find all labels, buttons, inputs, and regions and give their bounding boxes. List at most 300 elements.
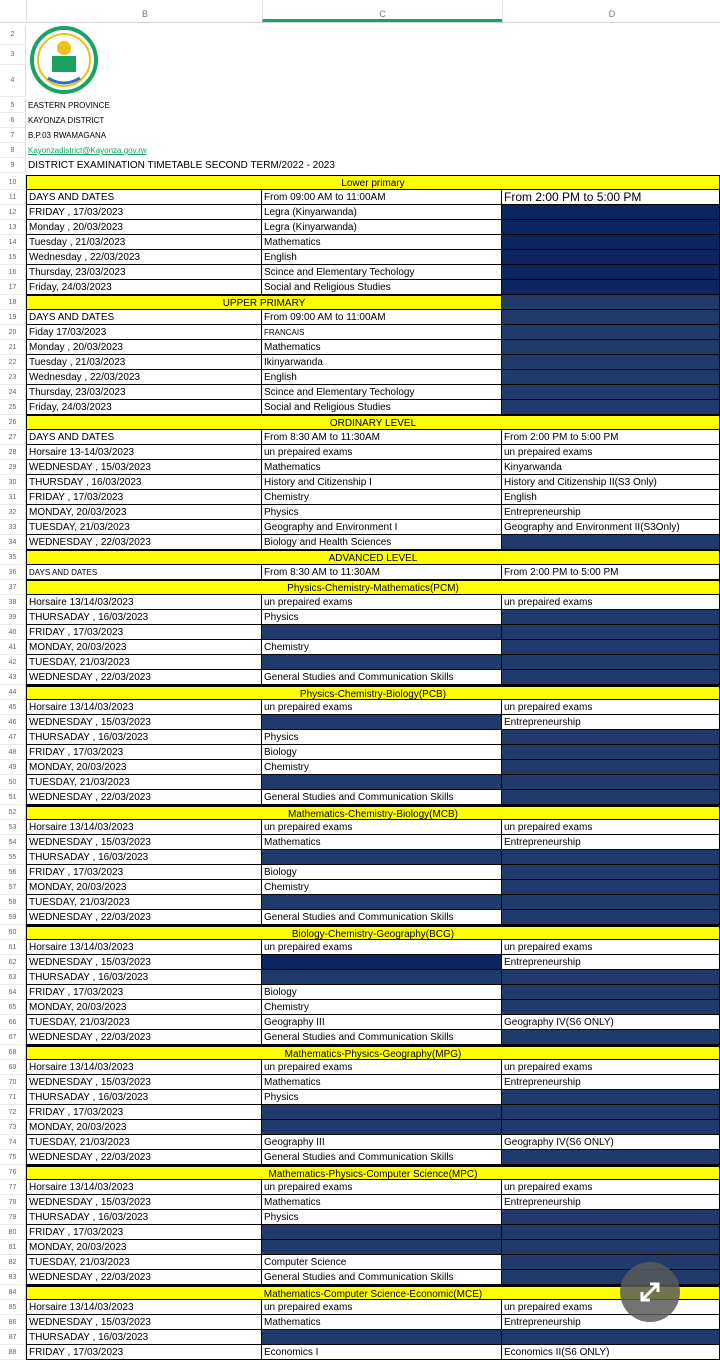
- cell-morning[interactable]: Economics I: [262, 1345, 502, 1360]
- row-number[interactable]: 3: [0, 45, 26, 65]
- cell-date[interactable]: Tuesday , 21/03/2023: [26, 235, 262, 250]
- section-banner[interactable]: ADVANCED LEVEL: [26, 550, 720, 565]
- row-number[interactable]: 7: [0, 128, 26, 143]
- row-number[interactable]: 49: [0, 760, 26, 775]
- cell-afternoon[interactable]: un prepaired exams: [502, 445, 720, 460]
- cell-morning[interactable]: General Studies and Communication Skills: [262, 1030, 502, 1045]
- cell-morning[interactable]: un prepaired exams: [262, 1300, 502, 1315]
- cell-morning[interactable]: Mathematics: [262, 1315, 502, 1330]
- cell-morning[interactable]: Biology: [262, 865, 502, 880]
- cell-date[interactable]: WEDNESDAY , 15/03/2023: [26, 835, 262, 850]
- cell-date[interactable]: Monday , 20/03/2023: [26, 340, 262, 355]
- cell-afternoon[interactable]: [502, 355, 720, 370]
- cell-date[interactable]: TUESDAY, 21/03/2023: [26, 1255, 262, 1270]
- cell-date[interactable]: MONDAY, 20/03/2023: [26, 1240, 262, 1255]
- cell-morning[interactable]: [262, 1105, 502, 1120]
- row-number[interactable]: 52: [0, 805, 26, 820]
- cell-afternoon[interactable]: [502, 625, 720, 640]
- cell-afternoon[interactable]: un prepaired exams: [502, 940, 720, 955]
- cell-date[interactable]: THURSADAY , 16/03/2023: [26, 1090, 262, 1105]
- cell-morning[interactable]: Geography III: [262, 1015, 502, 1030]
- cell-morning[interactable]: [262, 1120, 502, 1135]
- cell-morning[interactable]: Physics: [262, 505, 502, 520]
- cell-date[interactable]: Horsaire 13/14/03/2023: [26, 940, 262, 955]
- cell-afternoon[interactable]: Entrepreneurship: [502, 835, 720, 850]
- row-number[interactable]: 59: [0, 910, 26, 925]
- cell-morning[interactable]: Legra (Kinyarwanda): [262, 220, 502, 235]
- row-number[interactable]: 36: [0, 565, 26, 580]
- row-number[interactable]: 12: [0, 205, 26, 220]
- row-number[interactable]: 64: [0, 985, 26, 1000]
- cell-date[interactable]: FRIDAY , 17/03/2023: [26, 865, 262, 880]
- cell-morning[interactable]: un prepaired exams: [262, 1060, 502, 1075]
- cell-date[interactable]: TUESDAY, 21/03/2023: [26, 775, 262, 790]
- cell-date[interactable]: Friday, 24/03/2023: [26, 280, 262, 295]
- cell-morning[interactable]: Biology: [262, 985, 502, 1000]
- province-label[interactable]: EASTERN PROVINCE: [28, 101, 110, 110]
- cell-afternoon[interactable]: Geography and Environment II(S3Only): [502, 520, 720, 535]
- cell-morning[interactable]: Scince and Elementary Techology: [262, 265, 502, 280]
- cell-morning[interactable]: General Studies and Communication Skills: [262, 670, 502, 685]
- cell-morning[interactable]: un prepaired exams: [262, 700, 502, 715]
- cell-afternoon[interactable]: [502, 250, 720, 265]
- cell-afternoon[interactable]: [502, 340, 720, 355]
- row-number[interactable]: 29: [0, 460, 26, 475]
- row-number[interactable]: 62: [0, 955, 26, 970]
- cell-afternoon[interactable]: [502, 865, 720, 880]
- cell-afternoon[interactable]: English: [502, 490, 720, 505]
- row-number[interactable]: 88: [0, 1345, 26, 1360]
- cell-afternoon[interactable]: un prepaired exams: [502, 595, 720, 610]
- row-number[interactable]: 18: [0, 295, 26, 310]
- cell-afternoon[interactable]: [502, 1105, 720, 1120]
- cell-morning[interactable]: Scince and Elementary Techology: [262, 385, 502, 400]
- cell-afternoon[interactable]: [502, 895, 720, 910]
- cell-date[interactable]: TUESDAY, 21/03/2023: [26, 520, 262, 535]
- cell-morning[interactable]: Chemistry: [262, 1000, 502, 1015]
- row-number[interactable]: 32: [0, 505, 26, 520]
- cell-afternoon[interactable]: [502, 640, 720, 655]
- cell-morning[interactable]: un prepaired exams: [262, 820, 502, 835]
- cell-afternoon[interactable]: [502, 910, 720, 925]
- cell-date[interactable]: Horsaire 13/14/03/2023: [26, 1060, 262, 1075]
- column-header-d[interactable]: D: [502, 0, 720, 22]
- cell-afternoon[interactable]: Economics II(S6 ONLY): [502, 1345, 720, 1360]
- cell-morning[interactable]: Social and Religious Studies: [262, 400, 502, 415]
- row-number[interactable]: 86: [0, 1315, 26, 1330]
- row-number[interactable]: 22: [0, 355, 26, 370]
- cell-afternoon[interactable]: [502, 670, 720, 685]
- cell-afternoon[interactable]: [502, 400, 720, 415]
- cell-afternoon[interactable]: Entrepreneurship: [502, 1195, 720, 1210]
- cell-date[interactable]: WEDNESDAY , 22/03/2023: [26, 1030, 262, 1045]
- cell-date[interactable]: Wednesday , 22/03/2023: [26, 370, 262, 385]
- cell-afternoon[interactable]: [502, 1000, 720, 1015]
- cell-date[interactable]: MONDAY, 20/03/2023: [26, 1120, 262, 1135]
- cell-morning[interactable]: Mathematics: [262, 460, 502, 475]
- row-number[interactable]: 35: [0, 550, 26, 565]
- cell-morning[interactable]: Geography III: [262, 1135, 502, 1150]
- cell-date[interactable]: WEDNESDAY , 15/03/2023: [26, 715, 262, 730]
- cell-morning[interactable]: [262, 895, 502, 910]
- cell-morning[interactable]: un prepaired exams: [262, 1180, 502, 1195]
- section-banner[interactable]: Mathematics-Computer Science-Economic(MCE): [26, 1285, 720, 1300]
- cell-afternoon[interactable]: [502, 760, 720, 775]
- cell-date[interactable]: THURSADAY , 16/03/2023: [26, 730, 262, 745]
- section-banner[interactable]: Physics-Chemistry-Biology(PCB): [26, 685, 720, 700]
- row-number[interactable]: 69: [0, 1060, 26, 1075]
- cell-morning[interactable]: General Studies and Communication Skills: [262, 790, 502, 805]
- district-label[interactable]: KAYONZA DISTRICT: [28, 116, 105, 125]
- cell-morning[interactable]: General Studies and Communication Skills: [262, 910, 502, 925]
- cell-morning[interactable]: From 09:00 AM to 11:00AM: [262, 310, 502, 325]
- section-banner[interactable]: Mathematics-Physics-Computer Science(MPC): [26, 1165, 720, 1180]
- row-number[interactable]: 15: [0, 250, 26, 265]
- column-header-c[interactable]: C: [262, 0, 502, 22]
- cell-date[interactable]: WEDNESDAY , 22/03/2023: [26, 910, 262, 925]
- cell-date[interactable]: DAYS AND DATES: [26, 430, 262, 445]
- row-number[interactable]: 51: [0, 790, 26, 805]
- cell-date[interactable]: MONDAY, 20/03/2023: [26, 640, 262, 655]
- row-number[interactable]: 14: [0, 235, 26, 250]
- cell-date[interactable]: Monday , 20/03/2023: [26, 220, 262, 235]
- cell-morning[interactable]: Physics: [262, 730, 502, 745]
- cell-date[interactable]: FRIDAY , 17/03/2023: [26, 205, 262, 220]
- cell-date[interactable]: FRIDAY , 17/03/2023: [26, 1225, 262, 1240]
- cell-afternoon[interactable]: [502, 205, 720, 220]
- cell-date[interactable]: WEDNESDAY , 22/03/2023: [26, 1150, 262, 1165]
- cell-afternoon[interactable]: Kinyarwanda: [502, 460, 720, 475]
- row-number[interactable]: 79: [0, 1210, 26, 1225]
- cell-date[interactable]: THURSADAY , 16/03/2023: [26, 970, 262, 985]
- cell-date[interactable]: THURSADAY , 16/03/2023: [26, 610, 262, 625]
- cell-morning[interactable]: General Studies and Communication Skills: [262, 1150, 502, 1165]
- cell-afternoon[interactable]: [502, 1270, 720, 1285]
- row-number[interactable]: 25: [0, 400, 26, 415]
- row-number[interactable]: 71: [0, 1090, 26, 1105]
- cell-afternoon[interactable]: un prepaired exams: [502, 700, 720, 715]
- row-number[interactable]: 13: [0, 220, 26, 235]
- cell-date[interactable]: TUESDAY, 21/03/2023: [26, 655, 262, 670]
- cell-morning[interactable]: [262, 970, 502, 985]
- row-number[interactable]: 85: [0, 1300, 26, 1315]
- cell-date[interactable]: Thursday, 23/03/2023: [26, 265, 262, 280]
- row-number[interactable]: 20: [0, 325, 26, 340]
- cell-date[interactable]: MONDAY, 20/03/2023: [26, 1000, 262, 1015]
- cell-afternoon[interactable]: [502, 970, 720, 985]
- cell-afternoon[interactable]: [502, 1090, 720, 1105]
- cell-morning[interactable]: Physics: [262, 610, 502, 625]
- row-number[interactable]: 82: [0, 1255, 26, 1270]
- row-number[interactable]: 65: [0, 1000, 26, 1015]
- row-number[interactable]: 61: [0, 940, 26, 955]
- cell-date[interactable]: Wednesday , 22/03/2023: [26, 250, 262, 265]
- cell-date[interactable]: DAYS AND DATES: [26, 310, 262, 325]
- cell-morning[interactable]: [262, 715, 502, 730]
- cell-afternoon[interactable]: Entrepreneurship: [502, 955, 720, 970]
- cell-afternoon[interactable]: From 2:00 PM to 5:00 PM: [502, 430, 720, 445]
- cell-afternoon[interactable]: [502, 1030, 720, 1045]
- timetable-title[interactable]: DISTRICT EXAMINATION TIMETABLE SECOND TERM/2022 - 2023: [28, 160, 335, 171]
- row-number[interactable]: 9: [0, 158, 26, 173]
- expand-button[interactable]: [620, 1262, 680, 1322]
- cell-afternoon[interactable]: [502, 1330, 720, 1345]
- cell-date[interactable]: Horsaire 13/14/03/2023: [26, 1300, 262, 1315]
- cell-afternoon[interactable]: [502, 1255, 720, 1270]
- row-number[interactable]: 77: [0, 1180, 26, 1195]
- cell-morning[interactable]: Chemistry: [262, 640, 502, 655]
- row-number[interactable]: 30: [0, 475, 26, 490]
- cell-afternoon[interactable]: [502, 655, 720, 670]
- cell-afternoon[interactable]: [502, 775, 720, 790]
- cell-morning[interactable]: Mathematics: [262, 835, 502, 850]
- row-number[interactable]: 33: [0, 520, 26, 535]
- cell-afternoon[interactable]: Entrepreneurship: [502, 505, 720, 520]
- row-number[interactable]: 5: [0, 98, 26, 113]
- cell-date[interactable]: THURSADAY , 16/03/2023: [26, 1330, 262, 1345]
- row-number[interactable]: 76: [0, 1165, 26, 1180]
- cell-morning[interactable]: Biology: [262, 745, 502, 760]
- cell-morning[interactable]: FRANCAIS: [262, 325, 502, 340]
- row-number[interactable]: 42: [0, 655, 26, 670]
- cell-date[interactable]: WEDNESDAY , 15/03/2023: [26, 1195, 262, 1210]
- row-number[interactable]: 10: [0, 175, 26, 190]
- cell-morning[interactable]: Mathematics: [262, 340, 502, 355]
- cell-date[interactable]: MONDAY, 20/03/2023: [26, 760, 262, 775]
- cell-date[interactable]: WEDNESDAY , 22/03/2023: [26, 535, 262, 550]
- cell-morning[interactable]: Computer Science: [262, 1255, 502, 1270]
- cell-date[interactable]: Horsaire 13/14/03/2023: [26, 1180, 262, 1195]
- cell-afternoon[interactable]: History and Citizenship II(S3 Only): [502, 475, 720, 490]
- cell-date[interactable]: Thursday, 23/03/2023: [26, 385, 262, 400]
- section-banner[interactable]: ORDINARY LEVEL: [26, 415, 720, 430]
- cell-morning[interactable]: [262, 775, 502, 790]
- cell-date[interactable]: FRIDAY , 17/03/2023: [26, 1105, 262, 1120]
- cell-date[interactable]: WEDNESDAY , 15/03/2023: [26, 1315, 262, 1330]
- row-number[interactable]: 48: [0, 745, 26, 760]
- cell-afternoon[interactable]: Geography IV(S6 ONLY): [502, 1135, 720, 1150]
- row-number[interactable]: 38: [0, 595, 26, 610]
- row-number[interactable]: 53: [0, 820, 26, 835]
- cell-date[interactable]: TUESDAY, 21/03/2023: [26, 1015, 262, 1030]
- row-number[interactable]: 37: [0, 580, 26, 595]
- row-number[interactable]: 55: [0, 850, 26, 865]
- cell-date[interactable]: DAYS AND DATES: [26, 190, 262, 205]
- row-number[interactable]: 58: [0, 895, 26, 910]
- row-number[interactable]: 2: [0, 25, 26, 45]
- cell-date[interactable]: Fiday 17/03/2023: [26, 325, 262, 340]
- row-number[interactable]: 11: [0, 190, 26, 205]
- row-number[interactable]: 70: [0, 1075, 26, 1090]
- cell-afternoon[interactable]: [502, 295, 720, 310]
- cell-afternoon[interactable]: un prepaired exams: [502, 1060, 720, 1075]
- cell-afternoon[interactable]: [502, 1150, 720, 1165]
- row-number[interactable]: 73: [0, 1120, 26, 1135]
- row-number[interactable]: 46: [0, 715, 26, 730]
- cell-date[interactable]: Horsaire 13/14/03/2023: [26, 700, 262, 715]
- cell-morning[interactable]: un prepaired exams: [262, 445, 502, 460]
- row-number[interactable]: 28: [0, 445, 26, 460]
- cell-morning[interactable]: [262, 655, 502, 670]
- row-number[interactable]: 66: [0, 1015, 26, 1030]
- email-link[interactable]: Kayonzadistrict@Kayonza.gov.rw: [28, 146, 147, 155]
- cell-afternoon[interactable]: Geography IV(S6 ONLY): [502, 1015, 720, 1030]
- cell-afternoon[interactable]: [502, 880, 720, 895]
- row-number[interactable]: 84: [0, 1285, 26, 1300]
- cell-morning[interactable]: From 8:30 AM to 11:30AM: [262, 565, 502, 580]
- cell-date[interactable]: THURSADAY , 16/03/2023: [26, 1210, 262, 1225]
- cell-date[interactable]: WEDNESDAY , 15/03/2023: [26, 955, 262, 970]
- cell-morning[interactable]: Physics: [262, 1210, 502, 1225]
- cell-date[interactable]: Tuesday , 21/03/2023: [26, 355, 262, 370]
- cell-afternoon[interactable]: [502, 535, 720, 550]
- cell-morning[interactable]: Ikinyarwanda: [262, 355, 502, 370]
- cell-morning[interactable]: Social and Religious Studies: [262, 280, 502, 295]
- cell-date[interactable]: WEDNESDAY , 22/03/2023: [26, 790, 262, 805]
- row-number[interactable]: 50: [0, 775, 26, 790]
- row-number[interactable]: 34: [0, 535, 26, 550]
- cell-date[interactable]: TUESDAY, 21/03/2023: [26, 895, 262, 910]
- section-banner[interactable]: Mathematics-Physics-Geography(MPG): [26, 1045, 720, 1060]
- cell-morning[interactable]: [262, 850, 502, 865]
- row-number[interactable]: 75: [0, 1150, 26, 1165]
- cell-morning[interactable]: English: [262, 250, 502, 265]
- row-number[interactable]: 19: [0, 310, 26, 325]
- row-number[interactable]: 67: [0, 1030, 26, 1045]
- row-number[interactable]: 17: [0, 280, 26, 295]
- row-number[interactable]: 57: [0, 880, 26, 895]
- row-number[interactable]: 63: [0, 970, 26, 985]
- section-banner[interactable]: Physics-Chemistry-Mathematics(PCM): [26, 580, 720, 595]
- row-number[interactable]: 56: [0, 865, 26, 880]
- cell-date[interactable]: FRIDAY , 17/03/2023: [26, 745, 262, 760]
- row-number[interactable]: 81: [0, 1240, 26, 1255]
- address-label[interactable]: B.P.03 RWAMAGANA: [28, 131, 107, 140]
- cell-afternoon[interactable]: [502, 310, 720, 325]
- cell-afternoon[interactable]: [502, 730, 720, 745]
- cell-afternoon[interactable]: [502, 1120, 720, 1135]
- row-number[interactable]: 24: [0, 385, 26, 400]
- cell-morning[interactable]: [262, 1330, 502, 1345]
- cell-date[interactable]: TUESDAY, 21/03/2023: [26, 1135, 262, 1150]
- cell-morning[interactable]: Chemistry: [262, 880, 502, 895]
- cell-morning[interactable]: Chemistry: [262, 760, 502, 775]
- cell-afternoon[interactable]: [502, 1225, 720, 1240]
- cell-date[interactable]: MONDAY, 20/03/2023: [26, 880, 262, 895]
- cell-morning[interactable]: Chemistry: [262, 490, 502, 505]
- cell-afternoon[interactable]: Entrepreneurship: [502, 1315, 720, 1330]
- cell-morning[interactable]: Legra (Kinyarwanda): [262, 205, 502, 220]
- cell-morning[interactable]: [262, 1240, 502, 1255]
- cell-morning[interactable]: Geography and Environment I: [262, 520, 502, 535]
- cell-date[interactable]: THURSDAY , 16/03/2023: [26, 475, 262, 490]
- cell-date[interactable]: Horsaire 13/14/03/2023: [26, 820, 262, 835]
- section-banner[interactable]: Biology-Chemistry-Geography(BCG): [26, 925, 720, 940]
- row-number[interactable]: 40: [0, 625, 26, 640]
- cell-afternoon[interactable]: [502, 985, 720, 1000]
- row-number[interactable]: 68: [0, 1045, 26, 1060]
- section-banner[interactable]: Mathematics-Chemistry-Biology(MCB): [26, 805, 720, 820]
- cell-date[interactable]: Horsaire 13/14/03/2023: [26, 595, 262, 610]
- cell-afternoon[interactable]: [502, 220, 720, 235]
- row-number[interactable]: 54: [0, 835, 26, 850]
- cell-morning[interactable]: [262, 625, 502, 640]
- cell-afternoon[interactable]: Entrepreneurship: [502, 715, 720, 730]
- cell-afternoon[interactable]: From 2:00 PM to 5:00 PM: [502, 190, 720, 205]
- cell-morning[interactable]: History and Citizenship I: [262, 475, 502, 490]
- row-number[interactable]: 21: [0, 340, 26, 355]
- row-number[interactable]: 41: [0, 640, 26, 655]
- cell-afternoon[interactable]: un prepaired exams: [502, 1300, 720, 1315]
- row-number[interactable]: 27: [0, 430, 26, 445]
- cell-afternoon[interactable]: [502, 745, 720, 760]
- cell-date[interactable]: FRIDAY , 17/03/2023: [26, 490, 262, 505]
- section-banner[interactable]: UPPER PRIMARY: [26, 295, 502, 310]
- section-banner[interactable]: Lower primary: [26, 175, 720, 190]
- cell-afternoon[interactable]: un prepaired exams: [502, 820, 720, 835]
- row-number[interactable]: 4: [0, 65, 26, 97]
- cell-afternoon[interactable]: [502, 370, 720, 385]
- cell-afternoon[interactable]: Entrepreneurship: [502, 1075, 720, 1090]
- row-number[interactable]: 60: [0, 925, 26, 940]
- cell-afternoon[interactable]: [502, 235, 720, 250]
- cell-afternoon[interactable]: [502, 850, 720, 865]
- cell-date[interactable]: FRIDAY , 17/03/2023: [26, 625, 262, 640]
- cell-afternoon[interactable]: [502, 610, 720, 625]
- cell-date[interactable]: FRIDAY , 17/03/2023: [26, 985, 262, 1000]
- row-number[interactable]: 45: [0, 700, 26, 715]
- row-number[interactable]: 44: [0, 685, 26, 700]
- cell-morning[interactable]: English: [262, 370, 502, 385]
- row-number[interactable]: 39: [0, 610, 26, 625]
- row-number[interactable]: 87: [0, 1330, 26, 1345]
- cell-afternoon[interactable]: un prepaired exams: [502, 1180, 720, 1195]
- cell-morning[interactable]: Biology and Health Sciences: [262, 535, 502, 550]
- cell-morning[interactable]: From 09:00 AM to 11:00AM: [262, 190, 502, 205]
- row-number[interactable]: 26: [0, 415, 26, 430]
- row-number[interactable]: 8: [0, 143, 26, 158]
- cell-date[interactable]: DAYS AND DATES: [26, 565, 262, 580]
- cell-morning[interactable]: From 8:30 AM to 11:30AM: [262, 430, 502, 445]
- cell-date[interactable]: WEDNESDAY , 22/03/2023: [26, 1270, 262, 1285]
- cell-morning[interactable]: [262, 1225, 502, 1240]
- cell-date[interactable]: FRIDAY , 17/03/2023: [26, 1345, 262, 1360]
- cell-afternoon[interactable]: [502, 385, 720, 400]
- cell-afternoon[interactable]: [502, 1240, 720, 1255]
- cell-afternoon[interactable]: [502, 790, 720, 805]
- cell-date[interactable]: Horsaire 13-14/03/2023: [26, 445, 262, 460]
- row-number[interactable]: 83: [0, 1270, 26, 1285]
- row-number[interactable]: 78: [0, 1195, 26, 1210]
- cell-afternoon[interactable]: [502, 280, 720, 295]
- row-number[interactable]: 47: [0, 730, 26, 745]
- cell-morning[interactable]: un prepaired exams: [262, 940, 502, 955]
- cell-afternoon[interactable]: [502, 265, 720, 280]
- row-number[interactable]: 72: [0, 1105, 26, 1120]
- cell-date[interactable]: THURSADAY , 16/03/2023: [26, 850, 262, 865]
- cell-date[interactable]: WEDNESDAY , 15/03/2023: [26, 1075, 262, 1090]
- cell-morning[interactable]: General Studies and Communication Skills: [262, 1270, 502, 1285]
- row-number[interactable]: 80: [0, 1225, 26, 1240]
- cell-morning[interactable]: un prepaired exams: [262, 595, 502, 610]
- cell-morning[interactable]: Physics: [262, 1090, 502, 1105]
- cell-morning[interactable]: Mathematics: [262, 1075, 502, 1090]
- cell-date[interactable]: WEDNESDAY , 22/03/2023: [26, 670, 262, 685]
- row-number[interactable]: 16: [0, 265, 26, 280]
- row-number[interactable]: 74: [0, 1135, 26, 1150]
- cell-date[interactable]: WEDNESDAY , 15/03/2023: [26, 460, 262, 475]
- cell-afternoon[interactable]: From 2:00 PM to 5:00 PM: [502, 565, 720, 580]
